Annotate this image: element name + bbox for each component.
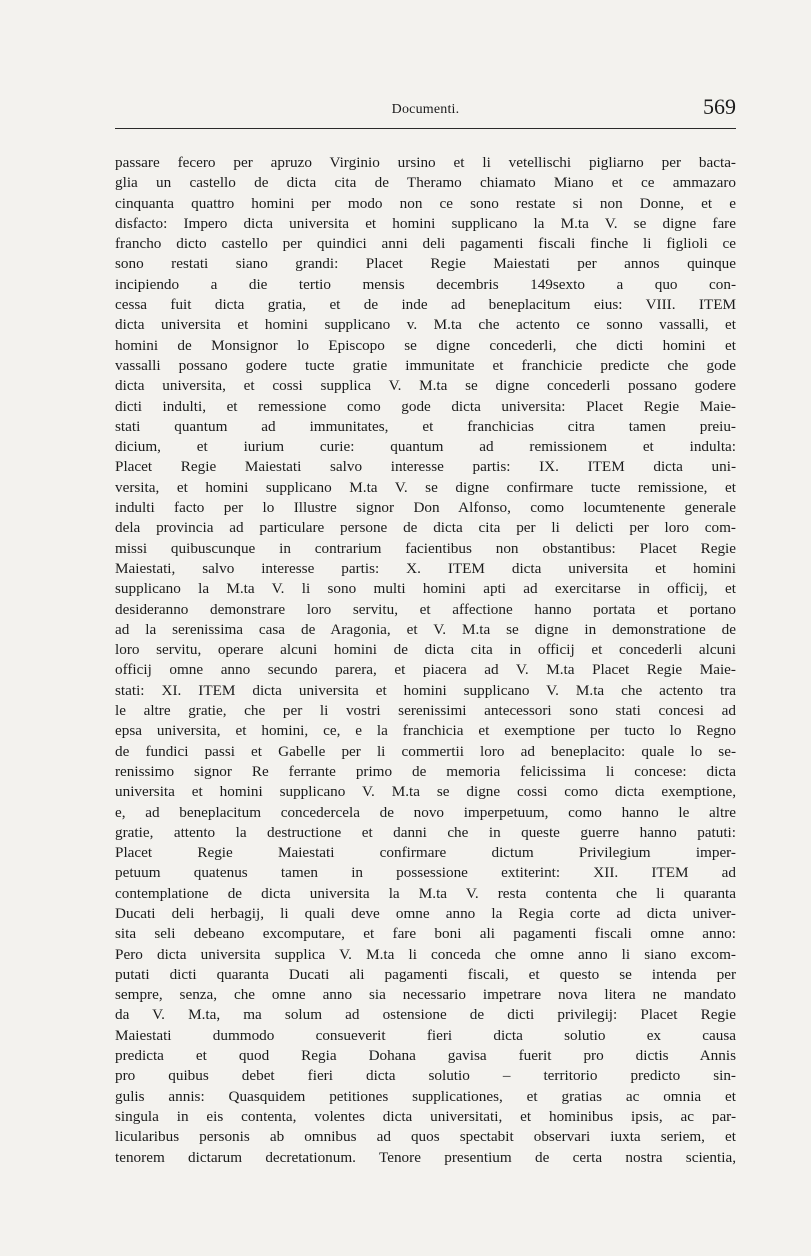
text-line: putati dicti quaranta Ducati ali pagamenti fiscali, et questo se intenda per (115, 965, 736, 983)
text-line: tenorem dictarum decretationum. Tenore presentium de certa nostra scientia, (115, 1148, 736, 1166)
text-line: licularibus personis ab omnibus ad quos spectabit observari iuxta seriem, et (115, 1128, 736, 1146)
text-line: de fundici passi et Gabelle per li commertii loro ad beneplacito: quale lo se- (115, 742, 736, 760)
text-line: indulti facto per lo Illustre signor Don Alfonso, como locumtenente generale (115, 499, 736, 517)
text-line: le altre gratie, che per li vostri serenissimi antecessori sono stati concesi ad (115, 702, 736, 720)
text-line: supplicano la M.ta V. li sono multi homini apti ad exercitarse in officij, et (115, 580, 736, 598)
text-line: Ducati deli herbagij, li quali deve omne anno la Regia corte ad dicta univer- (115, 904, 736, 922)
text-line: glia un castello de dicta cita de Theramo chiamato Miano et ce ammazaro (115, 174, 736, 192)
text-line: missi quibuscunque in contrarium facientibus non obstantibus: Placet Regie (115, 539, 736, 557)
header-rule (115, 128, 736, 129)
text-line: singula in eis contenta, volentes dicta universitati, et hominibus ipsis, ac par- (115, 1107, 736, 1125)
text-line: epsa universita, et homini, ce, e la franchicia et exemptione per tucto lo Regno (115, 722, 736, 740)
text-line: stati: XI. ITEM dicta universita et homini supplicano V. M.ta che actento tra (115, 681, 736, 699)
text-line: loro servitu, operare alcuni homini de dicta cita in officij et concederli alcuni (115, 641, 736, 659)
text-line: dicti indulti, et remessione como gode dicta universita: Placet Regie Maie- (115, 397, 736, 415)
text-line: disfacto: Impero dicta universita et homini supplicano la M.ta V. se digne fare (115, 214, 736, 232)
text-line: ad la serenissima casa de Aragonia, et V. M.ta se digne in demonstratione de (115, 620, 736, 638)
text-line: francho dicto castello per quindici anni deli pagamenti fiscali finche li figlioli ce (115, 235, 736, 253)
text-line: desideranno demonstrare loro servitu, et affectione hanno portata et portano (115, 600, 736, 618)
text-line: stati quantum ad immunitates, et franchicias citra tamen preiu- (115, 417, 736, 435)
text-line: Maiestati dummodo consueverit fieri dicta solutio ex causa (115, 1026, 736, 1044)
text-line: pro quibus debet fieri dicta solutio – territorio predicto sin- (115, 1067, 736, 1085)
text-line: da V. M.ta, ma solum ad ostensione de dicti privilegij: Placet Regie (115, 1006, 736, 1024)
text-line: Placet Regie Maiestati salvo interesse partis: IX. ITEM dicta uni- (115, 458, 736, 476)
text-line: petuum quatenus tamen in possessione extiterint: XII. ITEM ad (115, 864, 736, 882)
text-line: dela provincia ad particulare persone de dicta cita per li delicti per loro com- (115, 519, 736, 537)
text-line: versita, et homini supplicano M.ta V. se digne confirmare tucte remissione, et (115, 478, 736, 496)
text-line: cessa fuit dicta gratia, et de inde ad beneplacitum eius: VIII. ITEM (115, 296, 736, 314)
text-line: predicta et quod Regia Dohana gavisa fuerit pro dictis Annis (115, 1047, 736, 1065)
text-line: renissimo signor Re ferrante primo de memoria felicissima li concese: dicta (115, 762, 736, 780)
text-line: dicta universita et homini supplicano v. M.ta che actento ce sonno vassalli, et (115, 316, 736, 334)
header-title: Documenti. (391, 102, 460, 117)
text-line: sita seli debeano excomputare, et fare boni ali pagamenti fiscali omne anno: (115, 925, 736, 943)
text-line: vassalli possano godere tucte gratie immunitate et franchicie predicte che gode (115, 356, 736, 374)
text-line: Placet Regie Maiestati confirmare dictum Privilegium imper- (115, 844, 736, 862)
text-line: dicta universita, et cossi supplica V. M.ta se digne concederli possano godere (115, 377, 736, 395)
text-line: Maiestati, salvo interesse partis: X. ITEM dicta universita et homini (115, 559, 736, 577)
running-header (115, 90, 736, 124)
body-text (115, 153, 736, 1168)
text-line: gulis annis: Quasquidem petitiones supplicationes, et gratias ac omnia et (115, 1087, 736, 1105)
text-line: officij omne anno secundo parera, et piacera ad V. M.ta Placet Regie Maie- (115, 661, 736, 679)
text-line: homini de Monsignor lo Episcopo se digne concederli, che dicti homini et (115, 336, 736, 354)
text-line: sono restati siano grandi: Placet Regie Maiestati per annos quinque (115, 255, 736, 273)
text-line: contemplatione de dicta universita la M.ta V. resta contenta che li quaranta (115, 884, 736, 902)
text-line: incipiendo a die tertio mensis decembris 149sexto a quo con- (115, 275, 736, 293)
text-line: Pero dicta universita supplica V. M.ta li conceda che omne anno li siano excom- (115, 945, 736, 963)
text-line: sempre, senza, che omne anno sia necessario impetrare nova litera ne mandato (115, 986, 736, 1004)
text-line: passare fecero per apruzo Virginio ursino et li vetellischi pigliarno per bacta- (115, 154, 736, 171)
text-line: e, ad beneplacitum concedercela de novo imperpetuum, como hanno le altre (115, 803, 736, 821)
text-line: cinquanta quattro homini per modo non ce sono restate si non Donne, et e (115, 194, 736, 212)
text-line: universita et homini supplicano V. M.ta se digne cossi como dicta exemptione, (115, 783, 736, 801)
text-line: dicium, et iurium curie: quantum ad remissionem et indulta: (115, 438, 736, 456)
text-line: gratie, attento la destructione et danni che in queste guerre hanno patuti: (115, 823, 736, 841)
page-number: 569 (703, 94, 736, 119)
